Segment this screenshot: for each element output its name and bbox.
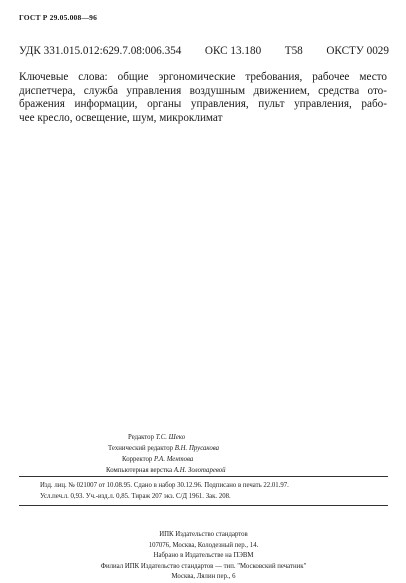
staff-role: Компьютерная верстка xyxy=(106,467,173,474)
keywords-line: чее кресло, освещение, шум, микроклимат xyxy=(19,111,223,124)
print-info-line: Усл.печ.л. 0,93. Уч.-изд.л. 0,85. Тираж 207 экз. С/Д 1961. Зак. 208. xyxy=(40,492,231,500)
keywords-line: бражения информации, органы управления, пульт управления, рабо- xyxy=(19,98,387,110)
group-code: Т58 xyxy=(284,45,303,57)
staff-name: Т.С. Шеко xyxy=(155,434,186,441)
publisher-info xyxy=(19,530,388,583)
staff-role: Редактор xyxy=(128,434,154,441)
staff-row xyxy=(108,432,226,443)
publisher-line: 107076, Москва, Колодезный пер., 14. xyxy=(148,541,259,549)
standard-code: ГОСТ Р 29.05.008—96 xyxy=(19,13,98,22)
udk-code: УДК 331.015.012:629.7.08:006.354 xyxy=(19,45,182,57)
staff-name: В.Н. Прусакова xyxy=(174,445,220,452)
staff-role: Технический редактор xyxy=(108,445,174,452)
print-info xyxy=(40,481,289,502)
keywords-line: диспетчера, служба управления воздушным движением, средства ото- xyxy=(19,84,387,97)
staff-name: Р.А. Ментова xyxy=(154,456,194,463)
staff-row xyxy=(106,465,226,476)
staff-row xyxy=(108,454,226,465)
publisher-line: ИПК Издательство стандартов xyxy=(159,531,248,538)
divider-line xyxy=(19,476,388,477)
publisher-line: Набрано в Издательстве на ПЭВМ xyxy=(153,552,254,560)
print-info-line: Изд. лиц. № 021007 от 10.08.95. Сдано в набор 30.12.96. Подписано в печать 22.01.97. xyxy=(40,482,289,489)
staff-row xyxy=(108,443,226,454)
staff-name: А.Н. Золотаревой xyxy=(173,467,226,474)
keywords-line: Ключевые слова: общие эргономические требования, рабочее место xyxy=(19,71,387,83)
keywords-paragraph xyxy=(19,71,387,125)
okstu-code: ОКСТУ 0029 xyxy=(326,45,389,57)
oks-code: ОКС 13.180 xyxy=(204,45,262,57)
publisher-line: Москва, Лялин пер., 6 xyxy=(171,573,236,581)
publisher-line: Филиал ИПК Издательство стандартов — тип. "Московский печатник" xyxy=(100,562,307,570)
staff-role: Корректор xyxy=(122,456,153,463)
divider-line xyxy=(19,505,388,506)
editorial-staff xyxy=(108,432,226,476)
classification-line xyxy=(19,45,389,57)
